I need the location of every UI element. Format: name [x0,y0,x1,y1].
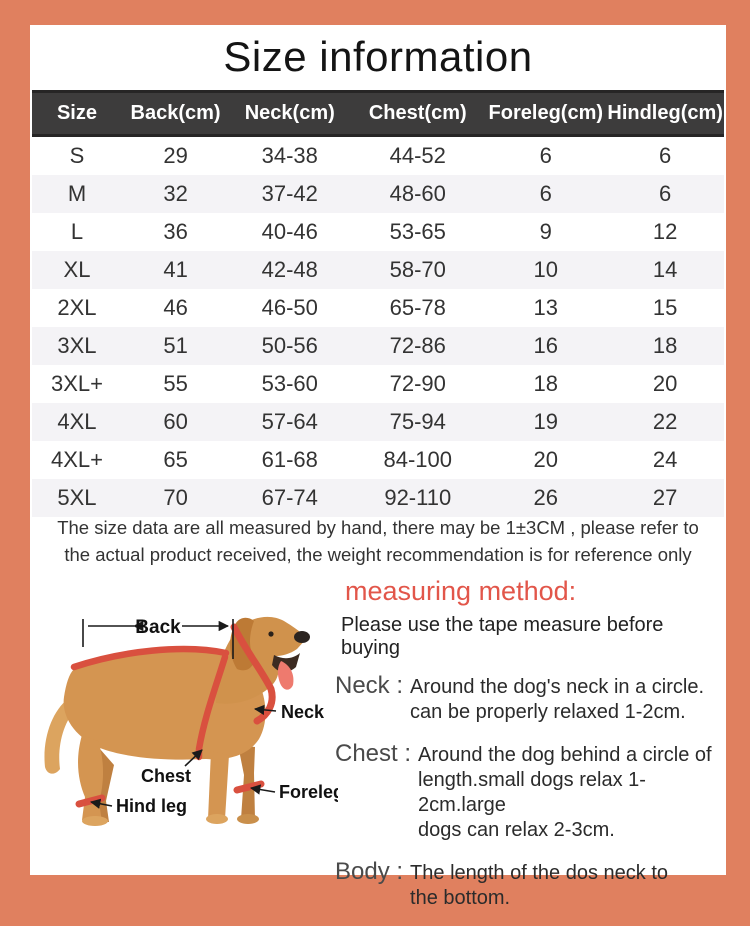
value-cell: 27 [652,485,678,510]
table-row [32,365,724,403]
value-cell: 13 [533,295,559,320]
value-cell: 15 [652,295,678,320]
description-line: the bottom. [410,887,511,909]
measure-item-label: Body : [335,858,404,885]
value-cell: 6 [539,181,552,206]
column-header-neck-cm: Neck(cm) [229,92,350,136]
value-cell: 75-94 [389,409,446,434]
dog-illustration [44,617,310,826]
table-row [32,213,724,251]
value-cell: 44-52 [389,143,446,168]
value-cell: 50-56 [261,333,318,358]
value-cell: 84-100 [383,447,453,472]
size-note [30,514,726,568]
measure-item-description [410,675,704,725]
value-cell: 37-42 [261,181,318,206]
value-cell: 72-86 [389,333,446,358]
foreleg-label: Foreleg [279,782,338,802]
size-table-header [32,92,724,136]
description-line: length.small dogs relax 1-2cm.large [418,769,646,816]
column-header-back-cm: Back(cm) [122,92,229,136]
value-cell: 65 [163,447,188,472]
size-cell: M [67,181,87,206]
measure-item-label: Chest : [335,740,412,767]
value-cell: 46 [163,295,188,320]
value-cell: 40-46 [261,219,318,244]
value-cell: 42-48 [261,257,318,282]
size-cell: 3XL+ [50,371,103,396]
table-row [32,403,724,441]
page-title: Size information [223,33,533,80]
measure-item-label: Neck : [335,672,404,699]
dog-diagram-svg [38,607,338,872]
value-cell: 32 [163,181,188,206]
measuring-method-section [335,576,727,926]
method-items [335,672,727,911]
value-cell: 34-38 [261,143,318,168]
value-cell: 18 [533,371,559,396]
size-cell: 3XL [57,333,97,358]
value-cell: 72-90 [389,371,446,396]
value-cell: 18 [652,333,678,358]
column-header-hindleg-cm: Hindleg(cm) [606,92,724,136]
value-cell: 24 [652,447,678,472]
size-cell: S [69,143,85,168]
value-cell: 65-78 [389,295,446,320]
table-row [32,479,724,517]
value-cell: 36 [163,219,188,244]
value-cell: 53-65 [389,219,446,244]
value-cell: 16 [533,333,559,358]
value-cell: 58-70 [389,257,446,282]
content-panel [30,25,726,909]
neck-label: Neck [281,702,325,722]
measuring-method-intro: Please use the tape measure before buying [341,614,664,659]
value-cell: 6 [659,143,672,168]
value-cell: 20 [652,371,678,396]
value-cell: 67-74 [261,485,318,510]
dog-measurement-diagram [38,607,338,872]
size-note-line2: the actual product received, the weight recommendation is for reference only [64,544,692,565]
value-cell: 6 [659,181,672,206]
value-cell: 10 [533,257,559,282]
value-cell: 19 [533,409,559,434]
table-row [32,251,724,289]
value-cell: 55 [163,371,188,396]
size-cell: XL [63,257,91,282]
description-line: dogs can relax 2-3cm. [418,819,615,841]
value-cell: 51 [163,333,188,358]
value-cell: 48-60 [389,181,446,206]
chest-label: Chest [140,766,192,786]
size-cell: 2XL [57,295,97,320]
description-line: Around the dog behind a circle of [418,744,712,766]
size-cell: 5XL [57,485,97,510]
value-cell: 60 [163,409,188,434]
value-cell: 6 [539,143,552,168]
measure-item-description [410,861,668,911]
table-row [32,175,724,213]
back-label: Back [135,617,181,638]
description-line: The length of the dos neck to [410,862,668,884]
table-row [32,327,724,365]
header-row [32,92,724,136]
size-table-body [32,136,724,518]
description-line: can be properly relaxed 1-2cm. [410,701,686,723]
size-cell: L [70,219,84,244]
column-header-size: Size [32,92,122,136]
value-cell: 9 [539,219,552,244]
value-cell: 26 [533,485,559,510]
measure-item [335,858,727,911]
measure-item [335,740,727,843]
value-cell: 22 [652,409,678,434]
column-header-chest-cm: Chest(cm) [350,92,485,136]
size-cell: 4XL+ [50,447,103,472]
value-cell: 29 [163,143,188,168]
size-note-line1: The size data are all measured by hand, there may be 1±3CM , please refer to [57,517,699,538]
column-header-foreleg-cm: Foreleg(cm) [485,92,606,136]
measure-item [335,672,727,725]
hind-leg-label: Hind leg [116,796,187,816]
table-row [32,441,724,479]
value-cell: 92-110 [384,485,452,510]
value-cell: 14 [652,257,678,282]
value-cell: 20 [533,447,559,472]
value-cell: 61-68 [261,447,318,472]
description-line: Around the dog's neck in a circle. [410,676,704,698]
size-table [32,90,724,517]
measure-item-description [418,743,727,843]
value-cell: 46-50 [261,295,318,320]
table-row [32,136,724,176]
value-cell: 57-64 [261,409,318,434]
value-cell: 70 [163,485,188,510]
measuring-method-title: measuring method: [345,576,577,606]
size-cell: 4XL [57,409,97,434]
table-row [32,289,724,327]
value-cell: 41 [163,257,188,282]
value-cell: 12 [652,219,678,244]
value-cell: 53-60 [261,371,318,396]
